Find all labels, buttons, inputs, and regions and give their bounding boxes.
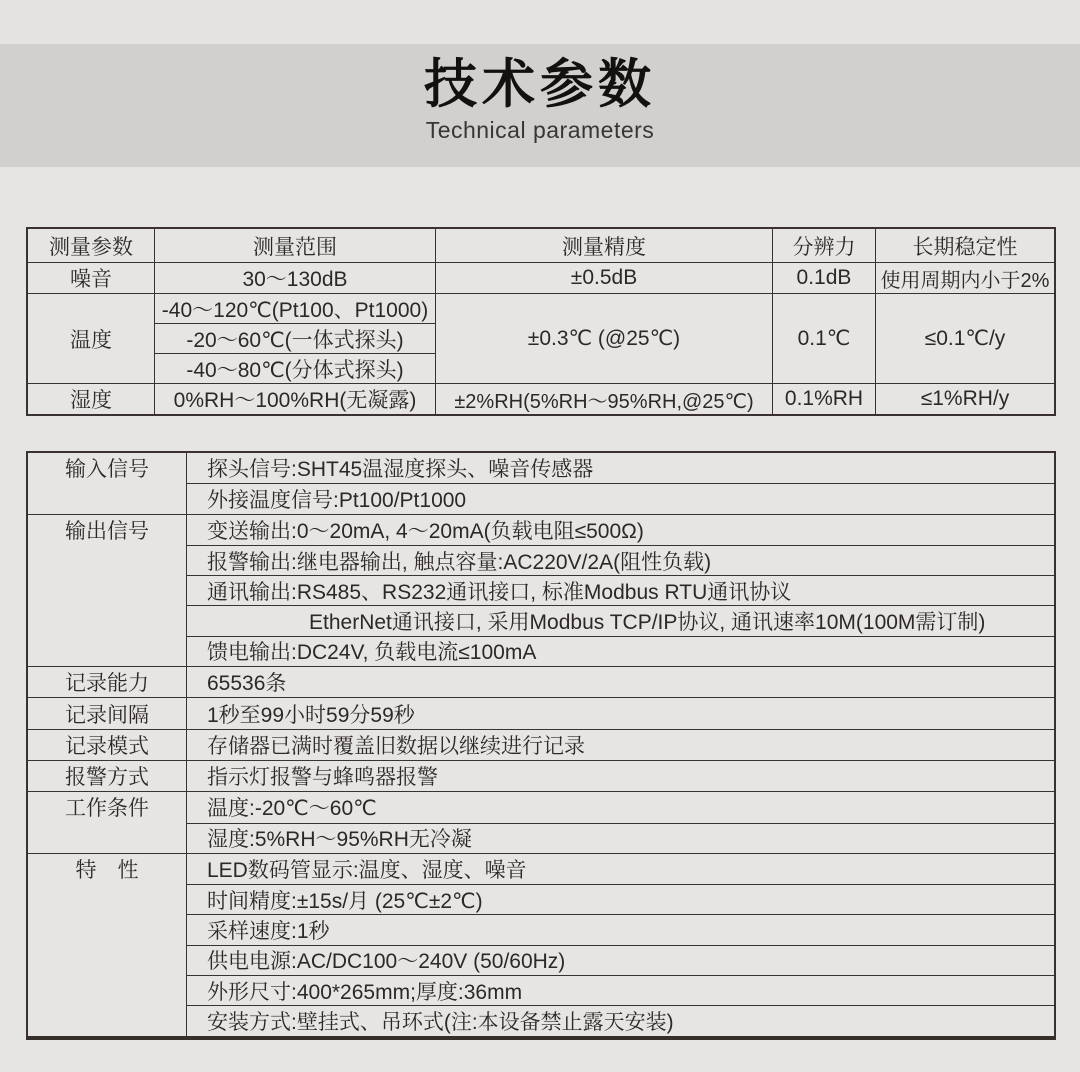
noise-range: 30～130dB (154, 262, 435, 293)
spec-group-label: 记录模式 (65, 734, 149, 758)
temperature-param: 温度 (28, 293, 154, 383)
temperature-range-split: -40～80℃(分体式探头) (154, 353, 435, 383)
spec-group-rows (186, 792, 1054, 853)
noise-param: 噪音 (28, 262, 154, 293)
col-header-parameter: 测量参数 (49, 235, 133, 259)
spec-group-label: 工作条件 (65, 797, 149, 821)
spec-row: 探头信号:SHT45温湿度探头、噪音传感器 (207, 458, 594, 482)
spec-row: 通讯输出:RS485、RS232通讯接口, 标准Modbus RTU通讯协议 (187, 575, 1054, 605)
spec-group-label: 记录间隔 (65, 703, 149, 727)
spec-row: LED数码管显示:温度、湿度、噪音 (207, 859, 527, 882)
spec-group-record-mode (28, 729, 1054, 760)
page-title: 技术参数 (424, 55, 656, 114)
spec-group-rows (186, 698, 1054, 728)
spec-row: 湿度:5%RH～95%RH无冷凝 (187, 823, 1054, 853)
col-header-range: 测量范围 (154, 229, 435, 262)
spec-row: 外接温度信号:Pt100/Pt1000 (187, 483, 1054, 513)
header-band (0, 44, 1080, 167)
measurement-table (26, 227, 1056, 416)
spec-row: 65536条 (207, 672, 287, 696)
spec-group-record-capacity (28, 666, 1054, 697)
spec-row: 温度:-20℃～60℃ (207, 797, 377, 821)
spec-group-rows (186, 854, 1054, 1036)
spec-row: EtherNet通讯接口, 采用Modbus TCP/IP协议, 通讯速率10M(100M需订制) (187, 605, 1054, 635)
temperature-range-integrated: -20～60℃(一体式探头) (154, 323, 435, 353)
temperature-accuracy: ±0.3℃ (@25℃) (435, 293, 772, 383)
spec-row: 馈电输出:DC24V, 负载电流≤100mA (187, 636, 1054, 666)
spec-group-label: 特 性 (75, 859, 139, 882)
noise-accuracy: ±0.5dB (435, 262, 772, 293)
spec-group-output-signal (28, 514, 1054, 666)
spec-row: 1秒至99小时59分59秒 (207, 703, 415, 727)
spec-group-input-signal (28, 453, 1054, 514)
noise-stability: 使用周期内小于2% (875, 262, 1054, 293)
humidity-param: 湿度 (28, 383, 154, 414)
spec-row: 变送输出:0～20mA, 4～20mA(负载电阻≤500Ω) (207, 519, 644, 543)
page-subtitle: Technical parameters (425, 117, 655, 144)
col-header-resolution: 分辨力 (772, 229, 875, 262)
temperature-stability: ≤0.1℃/y (875, 293, 1054, 383)
col-header-accuracy: 测量精度 (435, 229, 772, 262)
spec-row: 指示灯报警与蜂鸣器报警 (207, 766, 438, 790)
humidity-stability: ≤1%RH/y (875, 383, 1054, 414)
spec-group-label: 输出信号 (65, 519, 149, 543)
humidity-resolution: 0.1%RH (772, 383, 875, 414)
spec-group-working-conditions (28, 791, 1054, 853)
spec-group-rows (186, 761, 1054, 791)
humidity-range: 0%RH～100%RH(无凝露) (154, 383, 435, 414)
temperature-range-pt: -40～120℃(Pt100、Pt1000) (154, 293, 435, 323)
spec-row: 安装方式:壁挂式、吊环式(注:本设备禁止露天安装) (187, 1005, 1054, 1035)
spec-group-features (28, 853, 1054, 1036)
top-strip (0, 0, 1080, 44)
spec-group-record-interval (28, 697, 1054, 728)
spec-group-rows (186, 515, 1054, 666)
spec-row: 时间精度:±15s/月 (25℃±2℃) (187, 884, 1054, 914)
spec-row: 供电电源:AC/DC100～240V (50/60Hz) (187, 945, 1054, 975)
spec-table (26, 451, 1056, 1040)
spec-row: 存储器已满时覆盖旧数据以继续进行记录 (207, 734, 585, 758)
spec-row: 外形尺寸:400*265mm;厚度:36mm (187, 975, 1054, 1005)
spec-row: 报警输出:继电器输出, 触点容量:AC220V/2A(阻性负载) (187, 545, 1054, 575)
spec-group-rows (186, 730, 1054, 760)
spec-group-rows (186, 667, 1054, 697)
spec-group-label: 输入信号 (65, 458, 149, 482)
spec-group-alarm-mode (28, 760, 1054, 791)
temperature-resolution: 0.1℃ (772, 293, 875, 383)
spec-group-label: 报警方式 (65, 766, 149, 790)
col-header-stability: 长期稳定性 (875, 229, 1054, 262)
spec-row: 采样速度:1秒 (187, 914, 1054, 944)
humidity-accuracy: ±2%RH(5%RH～95%RH,@25℃) (435, 383, 772, 414)
spec-group-rows (186, 453, 1054, 514)
spec-group-label: 记录能力 (65, 672, 149, 696)
noise-resolution: 0.1dB (772, 262, 875, 293)
